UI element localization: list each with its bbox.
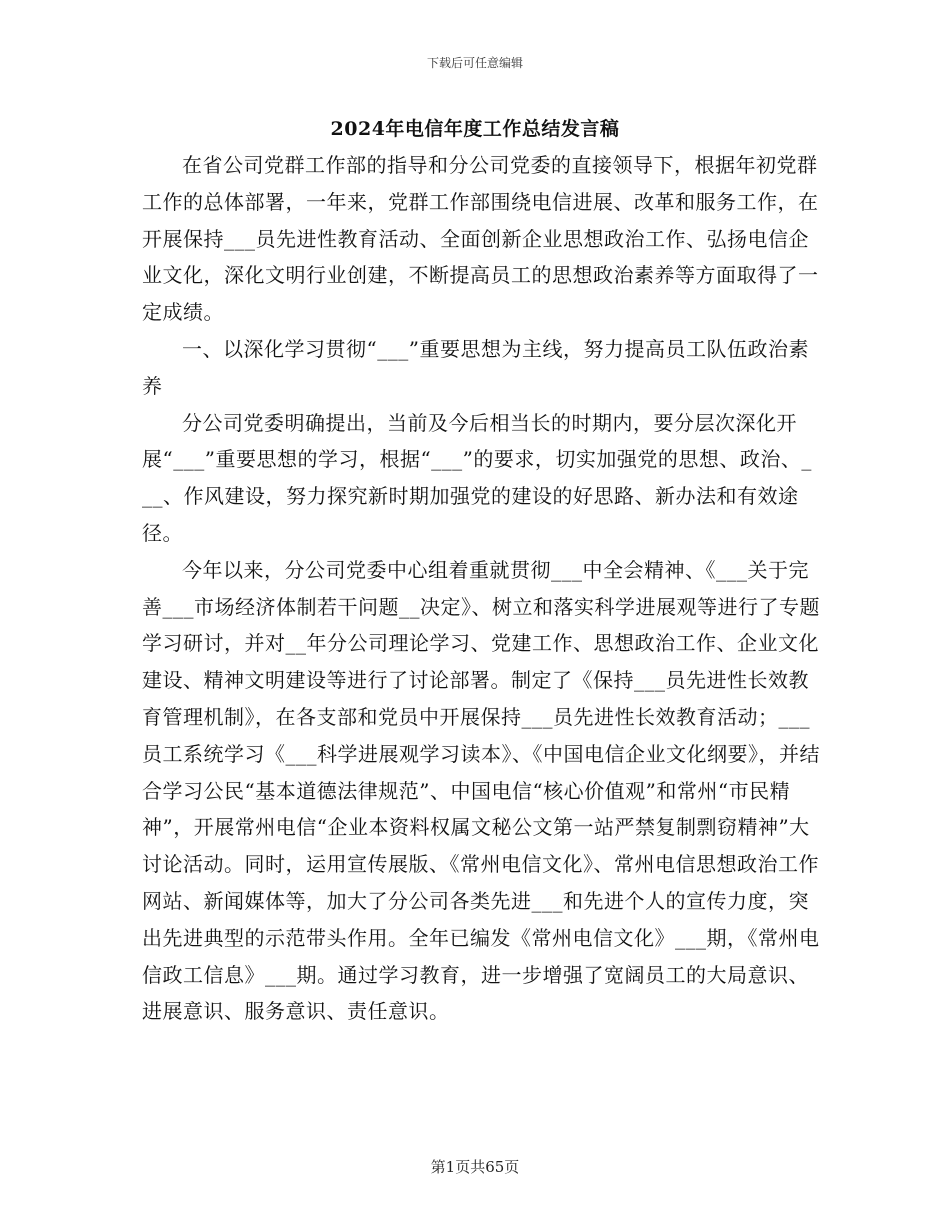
paragraph-this-year: 今年以来，分公司党委中心组着重就贯彻___中全会精神、《___关于完善___市场经济体制若干问题__决定》、树立和落实科学进展观等进行了专题学习研讨，并对__年分公司理论学习、党建工作、思想政治工作、企业文化建设、精神文明建设等进行了讨论部署。制定了《保持___员先进性长效教育管理机制》，在各支部和党员中开展保持___员先进性长效教育活动；___员工系统学习《___科学进展观学习读本》、《中国电信企业文化纲要》，并结合学习公民“基本道德法律规范”、中国电信“核心价值观”和常州“市民精神”，开展常州电信“企业本资料权属文秘公文第一站严禁复制剽窃精神”大讨论活动。同时，运用宣传展版、《常州电信文化》、常州电信思想政治工作网站、新闻媒体等，加大了分公司各类先进___和先进个人的宣传力度，突出先进典型的示范带头作用。全年已编发《常州电信文化》___期，《常州电信政工信息》___期。通过学习教育，进一步增强了宽阔员工的大局意识、进展意识、服务意识、责任意识。: [142, 557, 820, 1024]
paragraph-intro: 在省公司党群工作部的指导和分公司党委的直接领导下，根据年初党群工作的总体部署，一年来，党群工作部围绕电信进展、改革和服务工作，在开展保持___员先进性教育活动、全面创新企业思想政治工作、弘扬电信企业文化，深化文明行业创建，不断提高员工的思想政治素养等方面取得了一定成绩。: [142, 153, 819, 325]
header-note: 下载后可任意编辑: [426, 56, 523, 70]
page-number: 第1页共65页: [430, 1158, 520, 1176]
paragraph-section-heading: 一、以深化学习贯彻“___”重要思想为主线，努力提高员工队伍政治素养: [142, 336, 809, 398]
page-title: 2024年电信年度工作总结发言稿: [330, 118, 620, 140]
document-body: [142, 147, 822, 1030]
paragraph-party-committee: 分公司党委明确提出，当前及今后相当长的时期内，要分层次深化开展“___”重要思想的学习，根据“___”的要求，切实加强党的思想、政治、___、作风建设，努力探究新时期加强党的建设的好思路、新办法和有效途径。: [142, 410, 812, 545]
